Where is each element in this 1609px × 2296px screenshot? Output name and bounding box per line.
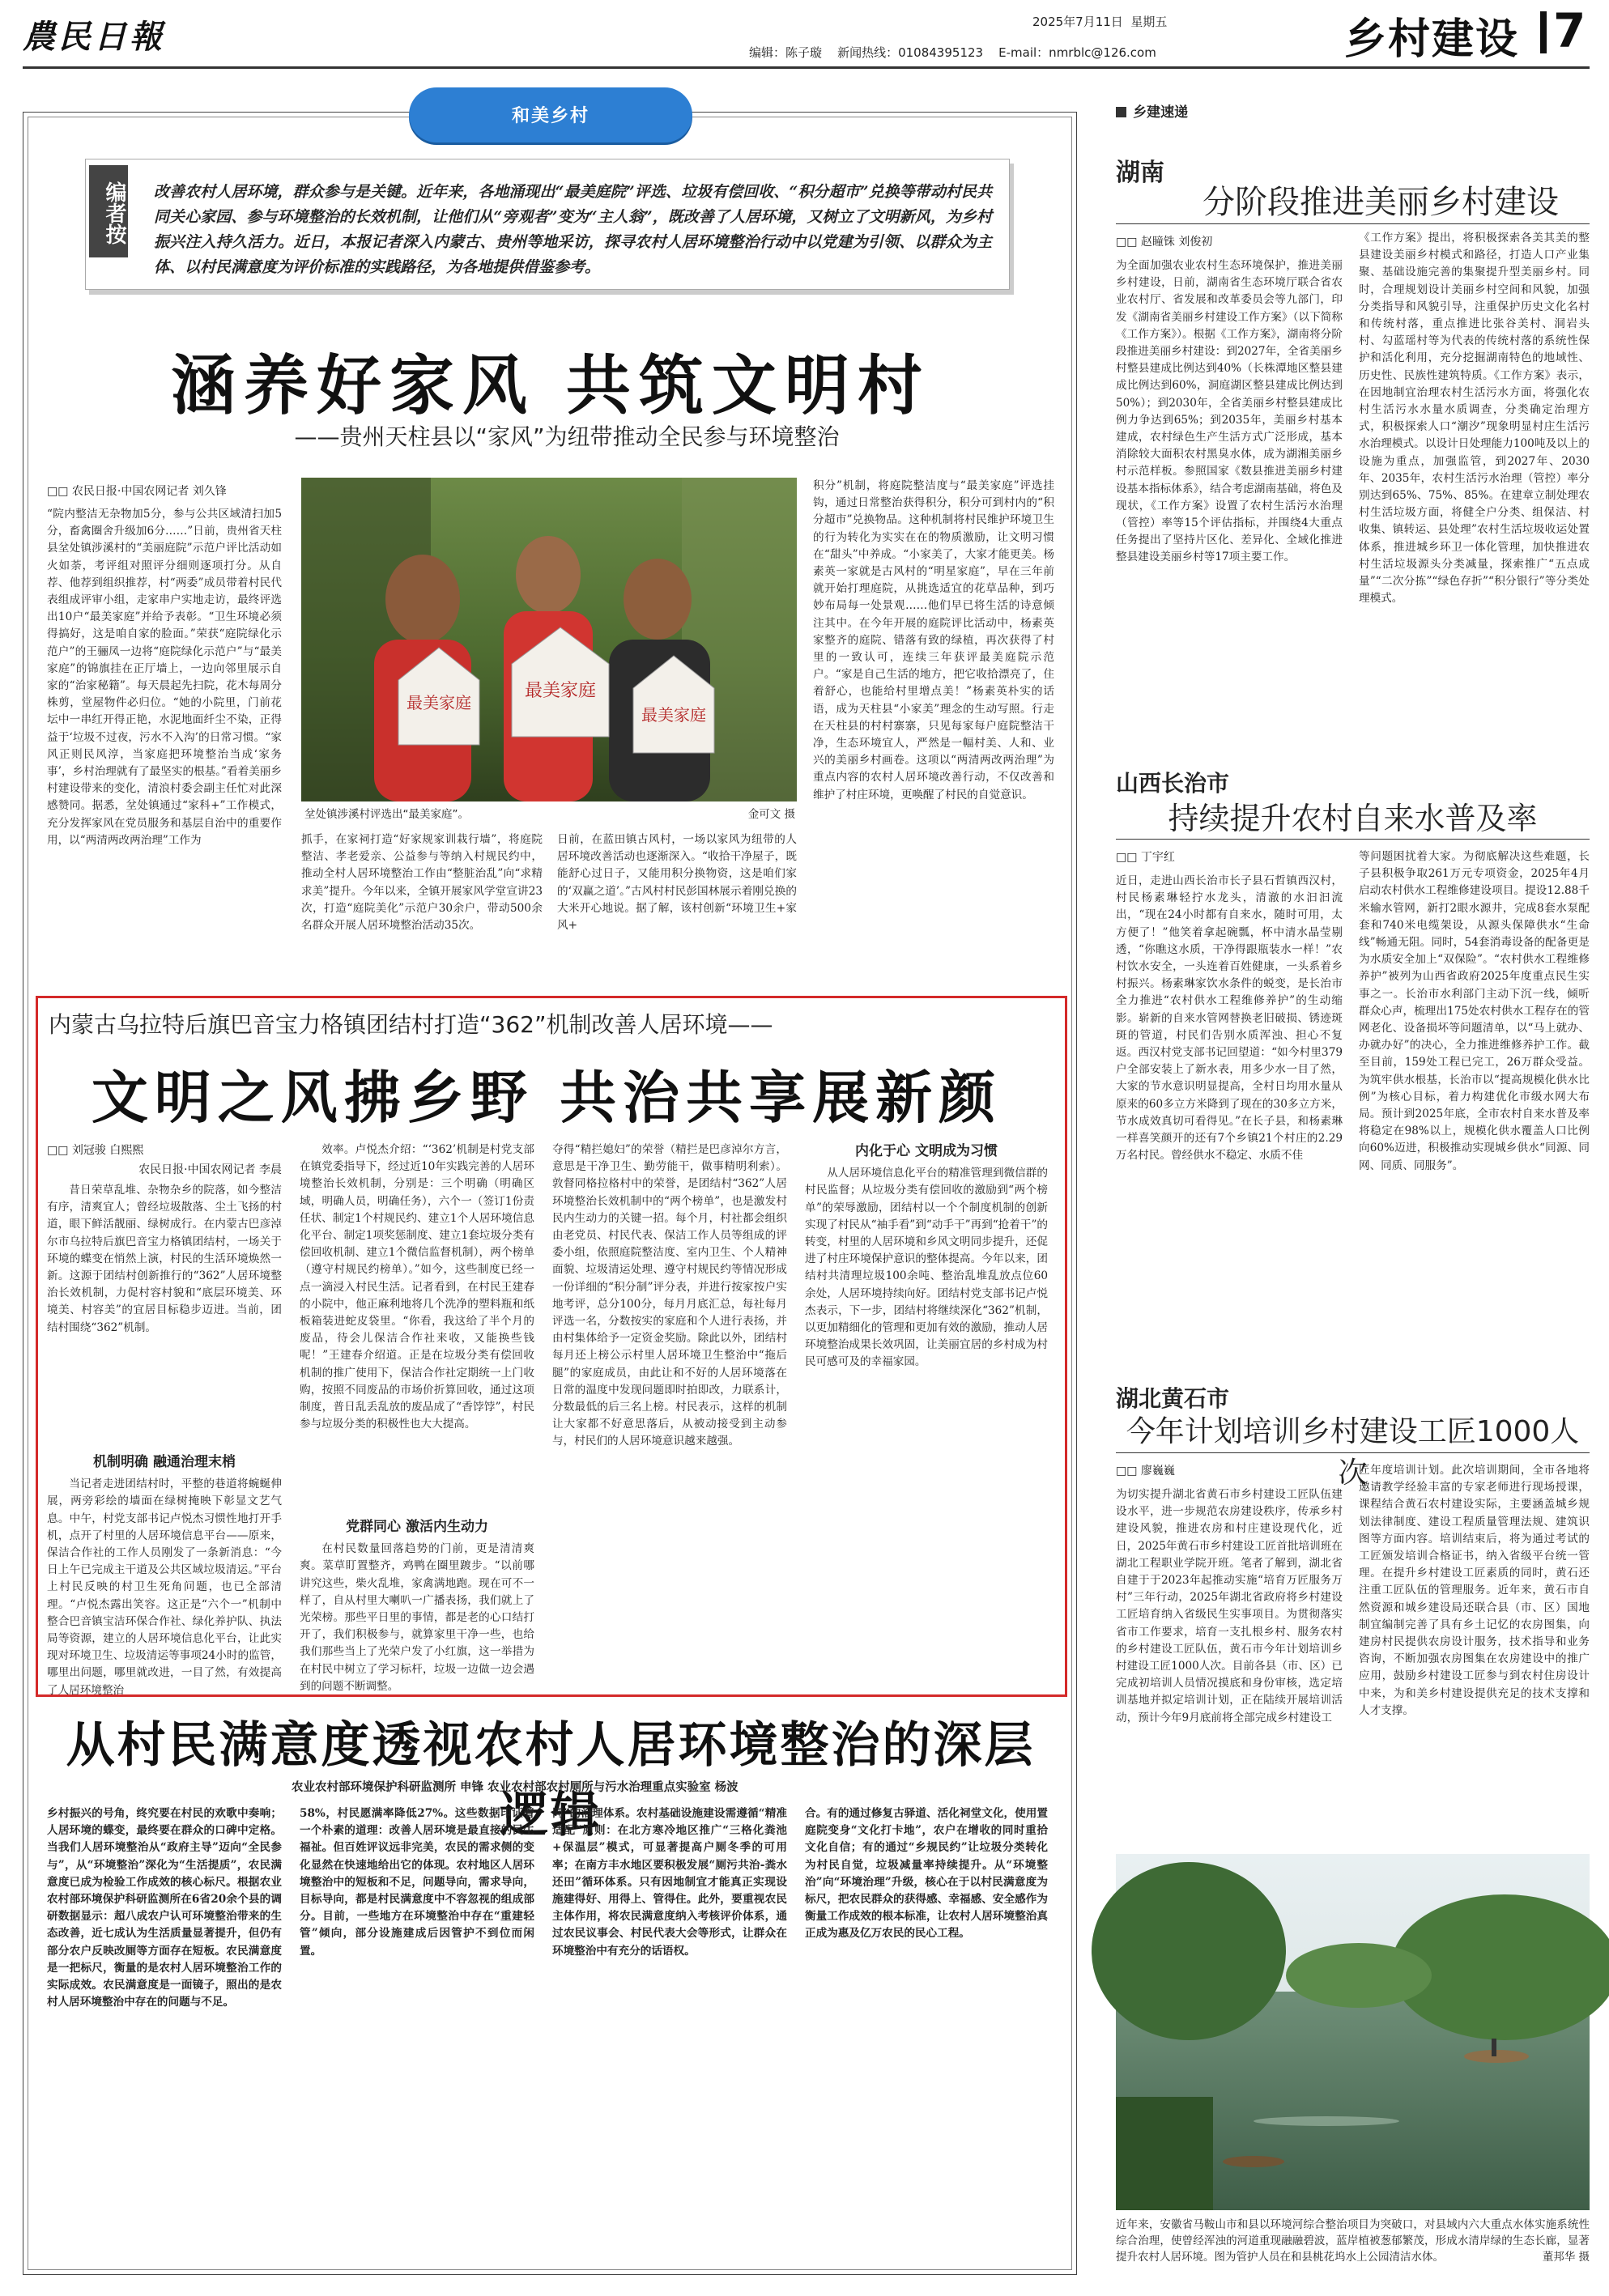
page-number: 7 bbox=[1553, 3, 1586, 58]
section-divider bbox=[1540, 11, 1547, 53]
a1-photo-credit: 金可文 摄 bbox=[747, 808, 795, 821]
rail-square-icon bbox=[1116, 107, 1126, 117]
sign-text-2: 最美家庭 bbox=[524, 681, 597, 701]
a2-title: 文明之风拂乡野 共治共享展新颜 bbox=[91, 1064, 1002, 1131]
a2-col3: 夺得“精拦媳妇”的荣誉（精拦是巴彦淖尔方言，意思是干净卫生、勤劳能干，做事精明利索）。敦督同格拉格村中的荣誉，是团结村“362”人居环境整治长效机制中的“两个榜单”，也是激发村民内生动力的关键一招。每个月，村社都会组织由老党员、村民代表、保洁工作人员等组成的评委小组，依照庭院整洁度、室内卫生、个人精神面貌、垃圾清运处理、遵守村规民约等情况形成一份详细的“积分制”评分表，并进行按家按户实地考评，总分100分，每月月底汇总，每社每月评选一名，分数按实的家庭和个人进行表扬，并由村集体给予一定资金奖励。除此以外，团结村每月还上榜公示村里人居环境卫生整治中“拖后腿”的家庭成员，由此让和不好的人居环境落在日常的温度中发现问题即时拍即改，力联系计，分数最低的后三名上榜。村民表示，这样的机制让大家都不好意思落后，从被动接受到主动参与，村民们的人居环境意识越来越强。 bbox=[552, 1143, 787, 1448]
a1-photo-svg bbox=[301, 478, 797, 801]
a2-subhead-1: 机制明确 融通治理末梢 bbox=[93, 1454, 236, 1470]
paper-name: 農民日報 bbox=[23, 18, 165, 56]
a2-col2 bbox=[300, 1142, 534, 1693]
masthead bbox=[0, 0, 1609, 65]
email: E-mail：nmrblc@126.com bbox=[998, 45, 1156, 60]
n1-col1: 为全面加强农业农村生态环境保护，推进美丽乡村建设，日前，湖南省生态环境厅联合省农业农村厅、省发展和改革委员会等九部门，印发《湖南省美丽乡村建设工作方案》（以下简称《工作方案》）。根据《工作方案》，湖南将分阶段推进美丽乡村建设：到2027年，全省美丽乡村整县建成比例达到40%（长株潭地区整县建成比例达到60%，洞庭湖区整县建成比例达到50%）；到2030年，全省美丽乡村整县建成比例力争达到65%；到2035年，美丽乡村基本建成，农村绿色生产生活方式广泛形成，基本消除较大面积农村黑臭水体，成为湖湘美丽乡村示范样板。参照国家《数县推进美丽乡村建设基本指标体系》，结合考虑湖南基础，将色及现状，《工作方案》设置了农村生活污水治理（管控）率等15个评估指标，并围绕4大重点任务提出了坚持片区化、差异化、全域化推进整县建设美丽乡村等17项主要工作。 bbox=[1116, 259, 1343, 564]
n1-title-rule bbox=[1116, 223, 1590, 224]
a2-col2-text-a: 效率。卢悦杰介绍：“‘362’机制是村党支部在镇党委指导下，经过近10年实践完善的人居环境整治长效机制，分别是：三个明确（明确区域，明确人员，明确任务），六个一（签订1份责任状、制定1个村规民约、建立1个人居环境信息化平台、制定1项奖惩制度、建立1套垃圾分类有偿回收机制、建立1个微信监督机制），两个榜单（遵守村规民约榜单）。”如今，这些制度已经一点一滴浸入村民生活。记者看到，在村民王建春的小院中，他正麻利地将几个洗净的塑料瓶和纸板箱装进蛇皮袋里。“你看，我这给了半个月的废品，待会儿保洁合作社来收，又能换些钱呢！”王建春介绍道。正是在垃圾分类有偿回收机制的推广使用下，保洁合作社定期统一上门收购，按照不同废品的市场价折算回收，通过这项制度，普日乱丢乱放的废品成了“香饽饽”，村民参与垃圾分类的积极性也大大提高。 bbox=[300, 1143, 534, 1431]
n3-title-rule bbox=[1116, 1452, 1590, 1453]
river-photo-caption bbox=[1116, 2217, 1590, 2265]
n3-title: 今年计划培训乡村建设工匠1000人次 bbox=[1126, 1415, 1580, 1490]
river-photo-credit: 董邦华 摄 bbox=[1542, 2251, 1590, 2264]
a2-byline2: 农民日报·中国农网记者 李晨 bbox=[138, 1163, 282, 1176]
n2-byline: □□ 丁宇红 bbox=[1116, 851, 1175, 864]
editor-note-text: 改善农村人居环境，群众参与是关键。近年来，各地涌现出“最美庭院”评选、垃圾有偿回收、“积分超市”兑换等带动村民共同关心家园、参与环境整治的长效机制，让他们从“旁观者”变为“主人翁”，既改善了人居环境，又树立了文明新风，为乡村振兴注入持久活力。近日，本报记者深入内蒙古、贵州等地采访，探寻农村人居环境整治行动中以党建为引领、以群众为主体、以村民满意度为评价标准的实践路径，为各地提供借鉴参考。 bbox=[154, 183, 992, 276]
a1-byline: □□ 农民日报·中国农网记者 刘久锋 bbox=[47, 485, 227, 498]
n3-byline: □□ 廖巍巍 bbox=[1116, 1465, 1175, 1478]
river-photo bbox=[1116, 1854, 1590, 2210]
n2-title-rule bbox=[1116, 839, 1590, 840]
contact-line bbox=[749, 44, 1156, 61]
sign-text-3: 最美家庭 bbox=[641, 705, 706, 725]
a3-byline: 农业农村部环境保护科研监测所 申锋 农业农村部农村厕所与污水治理重点实验室 杨波 bbox=[292, 1781, 739, 1794]
weekday-text: 星期五 bbox=[1130, 15, 1168, 29]
n1-title: 分阶段推进美丽乡村建设 bbox=[1202, 184, 1559, 221]
n3-col1: 为切实提升湖北省黄石市乡村建设工匠队伍建设水平，进一步规范农房建设秩序，传承乡村建设风貌，推进农房和村庄建设现代化，近日，2025年黄石市乡村建设工匠首批培训班在湖北工程职业学院开班。笔者了解到，湖北省自建于于2023年起推动实施“培育万匠服务万村”三年行动，2025年湖北省政府将乡村建设工匠培育纳入省级民生实事项目。为贯彻落实省市工作要求，培育一支扎根乡村、服务农村的乡村建设工匠队伍，黄石市今年计划培训乡村建设工匠1000人次。目前各县（市、区）已完成初培训人员情况摸底和身份审核，选定培训基地并拟定培训计划，正在陆续开展培训活动，预计今年9月底前将全部完成乡村建设工 bbox=[1116, 1488, 1343, 1724]
a1-photo bbox=[301, 478, 797, 801]
river-caption-text: 近年来，安徽省马鞍山市和县以环境河综合整治项目为突破口，对县域内六大重点水体实施系统性综合治理，使曾经浑浊的河道重现融融碧波，蓝岸植被葱郁繁茂，形成水清岸绿的生态长廊，显著提升农村人居环境。图为管护人员在和县桃花坞水上公园清洁水体。 bbox=[1116, 2218, 1590, 2264]
a3-col3: 同”的治理体系。农村基础设施建设需遵循“精准适配”原则：在北方寒冷地区推广“三格化粪池+保温层”模式，可显著提高户厕冬季的可用率；在南方丰水地区要积极发展“厕污共治-粪水还田”循环体系。只有因地制宜才能真正实现设施建得好、用得上、管得住。此外，要重视农民主体作用，将农民满意度纳入考核评价体系，通过农民议事会、村民代表大会等形式，让群众在环境整治中有充分的话语权。 bbox=[552, 1807, 787, 1958]
n1-place: 湖南 bbox=[1116, 159, 1164, 187]
river-photo-svg bbox=[1116, 1854, 1590, 2210]
n2-title: 持续提升农村自来水普及率 bbox=[1168, 801, 1538, 836]
date-text: 2025年7月11日 bbox=[1032, 15, 1123, 29]
n1-col2: 《工作方案》提出，将积极探索各美其美的整县建设美丽乡村模式和路径，打造人口产业集聚、基础设施完善的集聚提升型美丽乡村。同时，合理规划设计美丽乡村空间和风貌，加强分类指导和风貌引导，注重保护历史文化名村和传统村落，重点推进比张谷美村、洞岩头村、勾蓝瑶村等为代表的传统村落的系统性保护和活化利用，充分挖掘湖南特色的地域性、历史性、民族性建筑特质。《工作方案》表示，在因地制宜治理农村生活污水方面，将强化农村生活污水水量水质调查，分类确定治理方式，积极探索人口“潮汐”现象明显村庄生活污水治理模式。以设计日处理能力100吨及以上的设施为重点，加强监管，到2027年、2030年、2035年，农村生活污水治理（管控）率分别达到65%、75%、85%。在建章立制处理农村生活垃圾方面，将健全户分类、组保洁、村收集、镇转运、县处理”农村生活垃圾收运处置体系，推进城乡环卫一体化管理，加快推进农村生活垃圾源头分类减量，探索推广“五点成量”“二次分拣”“绿色存折”“积分银行”等分类处理模式。 bbox=[1359, 232, 1590, 606]
a2-col2-text-b: 在村民数量回落趋势的门前，更是清清爽爽。菜草盯置整齐，鸡鸭在圈里踱步。“以前哪讲究这些，柴火乱堆，家禽满地跑。现在可不一样了，自从村里大喇叭一广播表扬，我们就上了光荣榜。那些平日里的事情，都是老的心口结打开了，我们积极参与，就算家里干净一些，也给我们那些当上了光荣户发了小红旗，这一举措为在村民中树立了学习标杆，垃圾一边做一边会遇到的问题不断调整。 bbox=[300, 1542, 534, 1693]
a3-col4: 合。有的通过修复古驿道、活化祠堂文化，使用置庭院变身“文化打卡地”，农户在增收的同时重拾文化自信；有的通过“乡规民约”让垃圾分类转化为村民自觉，垃圾减量率持续提升。从“环境整治”向“环境治理”升级，核心在于以村民满意度为标尺，把农民群众的获得感、幸福感、安全感作为衡量工作成效的根本标准，让农村人居环境整治真正成为惠及亿万农民的民心工程。 bbox=[805, 1807, 1048, 1941]
a1-subtitle: ——贵州天柱县以“家风”为纽带推动全民参与环境整治 bbox=[294, 423, 840, 450]
n1-byline: □□ 赵瞳铢 刘俊初 bbox=[1116, 236, 1213, 249]
n2-place: 山西长治市 bbox=[1116, 770, 1230, 797]
a2-col1-text-a: 昔日荣草乱堆、杂物杂乡的院落，如今整洁有序，清爽宜人；曾经垃圾散落、尘土飞扬的村道，眼下鲜活靓丽、绿树成行。在内蒙古巴彦淖尔市乌拉特后旗巴音宝力格镇团结村，一场关于环境的蝶变在悄然上演，村民的生活环境焕然一新。这源于团结村创新推行的“362”人居环境整治长效机制，力促村容村貌和“底层环境美、环境美、村容美”的宜居目标稳步迈进。当前，团结村围绕“362”机制。 bbox=[47, 1184, 282, 1334]
a3-col1: 乡村振兴的号角，终究要在村民的欢歌中奏响；人居环境的蝶变，最终要在群众的口碑中定格。当我们人居环境整治从“政府主导”迈向“全民参与”，从“环境整治”深化为“生活提质”，农民满意度已成为检验工作成效的核心标尺。根据农业农村部环境保护科研监测所在6省20余个县的调研数据显示：超八成农户认可环境整治带来的生态改善，近七成认为生活质量显著提升，但仍有部分农户反映改厕等方面存在短板。农民满意度是一把标尺，衡量的是农村人居环境整治工作的实际成效。农民满意度是一面镜子，照出的是农村人居环境整治中存在的问题与不足。 bbox=[47, 1807, 282, 2009]
masthead-rule bbox=[23, 66, 1590, 69]
a2-col4-text: 从人居环境信息化平台的精准管理到微信群的村民监督；从垃圾分类有偿回收的激励到“两个榜单”的荣辱激励，团结村以一个个制度机制的创新实现了村民从“袖手看”到“动手干”再到“抢着干”的转变，村里的人居环境和乡风文明同步提升，还促进了村庄环境保护意识的整体提高。今年以来，团结村共清理垃圾100余吨、整治乱堆乱放点位60余处，人居环境持续向好。团结村党支部书记卢悦杰表示，下一步，团结村将继续深化“362”机制，以更加精细化的管理和更加有效的激励，推动人居环境整治成果长效巩固，让美丽宜居的乡村成为村民可感可及的幸福家园。 bbox=[805, 1167, 1048, 1369]
rail-label-text: 乡建速递 bbox=[1133, 104, 1189, 121]
a2-col1-text-b: 当记者走进团结村时，平整的巷道将蜿蜒伸展，两旁彩绘的墙面在绿树掩映下彰显文艺气息。中午，村党支部书记卢悦杰习惯性地打开手机，点开了村里的人居环境信息平台——原来，保洁合作社的工作人员刚发了一条新消息：“今日上午已完成主干道及公共区域垃圾清运。”平台上村民反映的村卫生死角问题，也已全部清理。“卢悦杰露出笑容。这正是“六个一”机制中整合巴音镇宝洁环保合作社、绿化养护队、执法局等资源，建立的人居环境信息化平台，让此实现对环境卫生、垃圾清运等事项24小时的监管，哪里出问题，哪里就改进，一目了然，有效提高了人居环境整治 bbox=[47, 1478, 282, 1697]
a2-subhead-2: 党群同心 激活内生动力 bbox=[346, 1519, 488, 1535]
n3-col2: 匠年度培训计划。此次培训期间，全市各地将邀请教学经验丰富的专家老师进行现场授课，课程结合黄石农村建设实际，主要涵盖城乡规划法律制度、建设工程质量管理法规、建筑识图等方面内容。培训结束后，将为通过考试的工匠颁发培训合格证书，纳入省级平台统一管理。在提升乡村建设工匠素质的同时，黄石还注重工匠队伍的管理服务。近年来，黄石市自然资源和城乡建设局还联合县（市、区）国地制宜编制完善了具有乡土记忆的农房图集，向建房村民提供农房设计服务，技术指导和业务咨询，不断加强农房图集在农房建设中的推广应用，鼓励乡村建设工匠参与到农村住房设计中来，为和美乡村建设提供充足的技术支撑和人才支撑。 bbox=[1359, 1464, 1590, 1717]
n2-col2: 等问题困扰着大家。为彻底解决这些难题，长子县积极争取261万元专项资金，2025年4月启动农村供水工程维修建设项目。提设12.88千米输水管网，新打2眼水源井，完成8套水泵配套和740米电缆架设，从源头保障供水“生命线”畅通无阻。同时，54套消毒设备的配备更是为水质安全加上“双保险”。“农村供水工程维修养护”被列为山西省政府2025年度重点民生实事之一。长治市水利部门主动下沉一线，倾听群众心声，梳理出175处农村供水工程存在的管网老化、设备损坏等问题清单，以“马上就办、办就办好”的决心，全力推进维修养护工作。截至目前，159处工程已完工，26万群众受益。为筑牢供水根基，长治市以“提高规模化供水比例”为核心目标，着力构建优化市级水网大布局。预计到2025年底，全市农村自来水普及率将稳定在98%以上，规模化供水覆盖人口比例向60%迈进，积极推动实现城乡供水“同源、同网、同质、同服务”。 bbox=[1359, 850, 1590, 1172]
column-tab-label: 和美乡村 bbox=[511, 106, 590, 126]
a1-col4: 积分”机制，将庭院整洁度与“最美家庭”评选挂钩，通过日常整治获得积分，积分可到村内的“积分超市”兑换物品。这种机制将村民维护环境卫生的行为转化为实实在在的物质激励，让文明习惯在“甜头”中养成。“小家美了，大家才能更美。杨素英一家就是古风村的“明星家庭”，早在三年前就开始打理庭院，从挑选适宜的花草品种，到巧妙布局每一处景观……他们早已将生活的诗意倾注其中。在今年开展的庭院评比活动中，杨素英家整齐的庭院、错落有致的绿植，再次获得了村里的一致认可，连续三年获评最美庭院示范户。“家是自己生活的地方，把它收拾漂亮了，住着舒心，也能给村里增点美！”杨素英朴实的话语，成为天柱县“小家美”理念的生动写照。行走在天柱县的村村寨寨，只见每家每户庭院整洁干净，生态环境宜人，严然是一幅村美、人和、业兴的美丽乡村画卷。这项以“两清两改两治理”为重点内容的农村人居环境改善行动，不仅改善和维护了村庄环境，更唤醒了村民的自觉意识。 bbox=[813, 479, 1054, 801]
a1-col3: 日前，在蓝田镇古风村，一场以家风为纽带的人居环境改善活动也逐渐深入。“收拾干净屋子，既能舒心过日子，又能用积分换物资，这是咱们家的‘双赢之道’。”古风村村民彭国林展示着刚兑换的大米开心地说。据了解，该村创新“环境卫生+家风+ bbox=[557, 833, 797, 933]
a3-col2: 58%，村民愿满率降低27%。这些数据印证着一个朴素的道理：改善人居环境是最直接的民生福祉。但百姓评议远非完美，农民的需求侧的变化显然在快速地给出它的体现。农村地区人居环境整治中的短板和不足，问题导向，需求导向，目标导向，都是村民满意度中不容忽视的组成部分。目前，一些地方在环境整治中存在“重建轻管”倾向，部分设施建成后因管护不到位而闲置。 bbox=[300, 1807, 534, 1958]
a2-col4 bbox=[805, 1142, 1048, 1684]
a1-title: 涵养好家风 共筑文明村 bbox=[171, 347, 930, 423]
a1-photo-caption: 坌处镇涉溪村评选出“最美家庭”。 bbox=[304, 808, 469, 821]
a2-kicker: 内蒙古乌拉特后旗巴音宝力格镇团结村打造“362”机制改善人居环境—— bbox=[49, 1011, 773, 1038]
sign-text-1: 最美家庭 bbox=[407, 693, 471, 712]
section-title: 乡村建设 bbox=[1344, 15, 1520, 64]
editor-note-label: 编者按 bbox=[89, 165, 128, 257]
rail-label bbox=[1116, 100, 1188, 121]
n2-col1: 近日，走进山西长治市长子县石哲镇西汉村，村民杨素琳轻拧水龙头，清澈的水汩汩流出，“现在24小时都有自来水，随时可用，太方便了！”他笑着拿起碗瓢，杯中清水晶莹剔透，“你瞧这水质，干净得跟瓶装水一样！”农村饮水安全，一头连着百姓健康，一头系着乡村振兴。杨素琳家饮水条件的蜕变，是长治市全力推进“农村供水工程维修养护”的生动缩影。崭新的自来水管网替换老旧破损、锈迹斑斑的管道，村民们告别水质浑浊、担心不复返。西汉村党支部书记回望道：“如今村里379户全部安装上了新水表，用多少水一目了然，大家的节水意识明显提高，全村日均用水量从原来的60多立方米降到了现在的30多立方米，节水成效真切可看得见。”在长子县，和杨素琳一样喜笑颜开的还有7个乡镇21个村庄的2.29万名村民。曾经供水不稳定、水质不佳 bbox=[1116, 874, 1343, 1163]
a3-title: 从村民满意度透视农村人居环境整治的深层逻辑 bbox=[66, 1717, 1036, 1843]
a2-subhead-3: 内化于心 文明成为习惯 bbox=[855, 1143, 998, 1159]
a1-col1: “院内整洁无杂物加5分，参与公共区域清扫加5分，畜禽圈舍升级加6分……”日前，贵州省天柱县坌处镇涉溪村的“美丽庭院”示范户评比活动如火如荼，考评组对照评分细则逐项打分。从自荐、他荐到组织推荐，村“两委”成员带着村民代表组成评审小组，走家串户实地走访，最终评选出10户“最美家庭”并给予表彰。“卫生环境必须得搞好，这是咱自家的脸面。”荣获“庭院绿化示范户”的王骊凤一边将“庭院绿化示范户”与“最美家庭”的锦旗挂在正厅墙上，一边向邻里展示自家的“治家秘籍”。每天晨起先扫院，花木每周分株剪，堂屋物件必归位。“她的小院里，门前花坛中一串红开得正艳，水泥地面纤尘不染，正得益于‘垃圾不过夜，污水不入沟’的日常习惯。“家风正则民风淳，当家庭把环境整治当成‘家务事’，乡村治理就有了最坚实的根基。”看着美丽乡村建设带来的变化，清浪村委会副主任忙对此深感赞同。据悉，坌处镇通过“家科+”工作模式，充分发挥家风在党员服务和基层自治中的重要作用，以“两清两改两治理”工作为 bbox=[47, 508, 282, 847]
n3-place: 湖北黄石市 bbox=[1116, 1385, 1230, 1412]
a2-byline1: □□ 刘冠骏 白熙熙 bbox=[47, 1144, 144, 1157]
a2-col1 bbox=[47, 1182, 282, 1697]
editor-name: 编辑：陈子璇 bbox=[749, 45, 823, 60]
hotline: 新闻热线：01084395123 bbox=[837, 45, 984, 60]
a1-col2: 抓手，在家祠打造“好家规家训栽行墙”，将庭院整洁、孝老爱亲、公益参与等纳入村规民约中，推动全村人居环境整治工作由“整脏治乱”向“求精求美”提升。今年以来，全镇开展家风学堂宣讲23次，打造“庭院美化”示范户30余户，带动500余名群众开展人居环境整治活动35次。 bbox=[301, 833, 543, 933]
issue-date bbox=[1032, 13, 1167, 30]
